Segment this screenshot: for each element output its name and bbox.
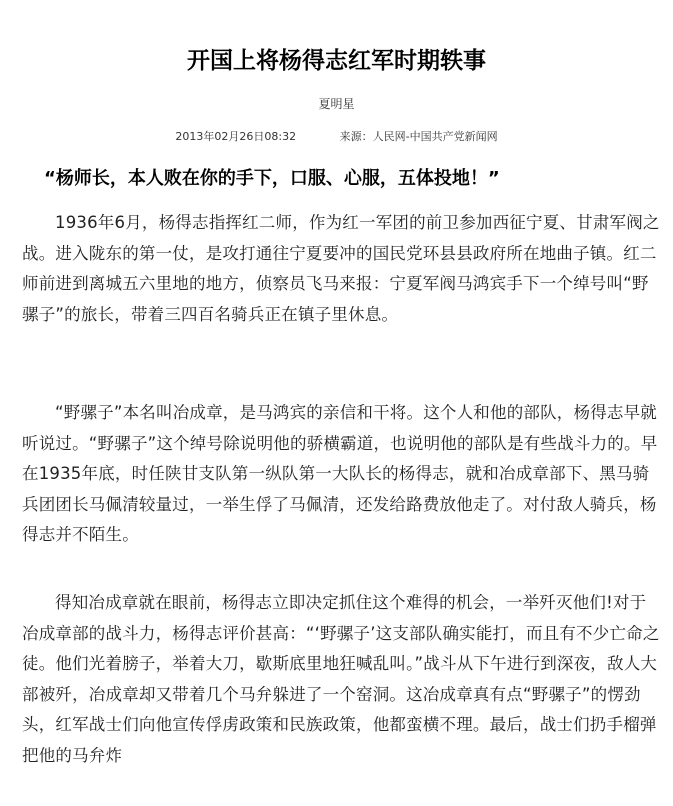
- publish-date: 2013年02月26日08:32: [175, 130, 297, 143]
- lead-quote: “杨师长，本人败在你的手下，口服、心服，五体投地！”: [44, 168, 500, 189]
- paragraph-1: 1936年6月，杨得志指挥红二师，作为红一军团的前卫参加西征宁夏、甘肃军阀之战。进入陇东的第一仗，是攻打通往宁夏要冲的国民党环县县政府所在地曲子镇。红二师前进到离城五六里地的地方，侦察员飞马来报：宁夏军阀马鸿宾手下一个绰号叫“野骡子”的旅长，带着三四百名骑兵正在镇子里休息。: [22, 213, 660, 324]
- paragraph-3: 得知冶成章就在眼前，杨得志立即决定抓住这个难得的机会，一举歼灭他们!对于冶成章部的战斗力，杨得志评价甚高：“‘野骡子’这支部队确实能打，而且有不少亡命之徒。他们光着膀子，举着大刀，歇斯底里地狂喊乱叫。”战斗从下午进行到深夜，敌人大部被歼，冶成章却又带着几个马弁躲进了一个窑洞。这冶成章真有点“野骡子”的愣劲头，红军战士们向他宣传俘虏政策和民族政策，他都蛮横不理。最后，战士们扔手榴弹把他的马弁炸: [22, 593, 660, 765]
- article-author: 夏明星: [318, 97, 355, 111]
- article-source: 来源：人民网-中国共产党新闻网: [339, 130, 498, 143]
- article-meta: [0, 128, 673, 146]
- article-title: 开国上将杨得志红军时期轶事: [187, 48, 486, 74]
- paragraph-2: “野骡子”本名叫冶成章，是马鸿宾的亲信和干将。这个人和他的部队，杨得志早就听说过。“野骡子”这个绰号除说明他的骄横霸道，也说明他的部队是有些战斗力的。早在1935年底，时任陕甘支队第一纵队第一大队长的杨得志，就和冶成章部下、黑马骑兵团团长马佩清较量过，一举生俘了马佩清，还发给路费放他走了。对付敌人骑兵，杨得志并不陌生。: [22, 403, 658, 544]
